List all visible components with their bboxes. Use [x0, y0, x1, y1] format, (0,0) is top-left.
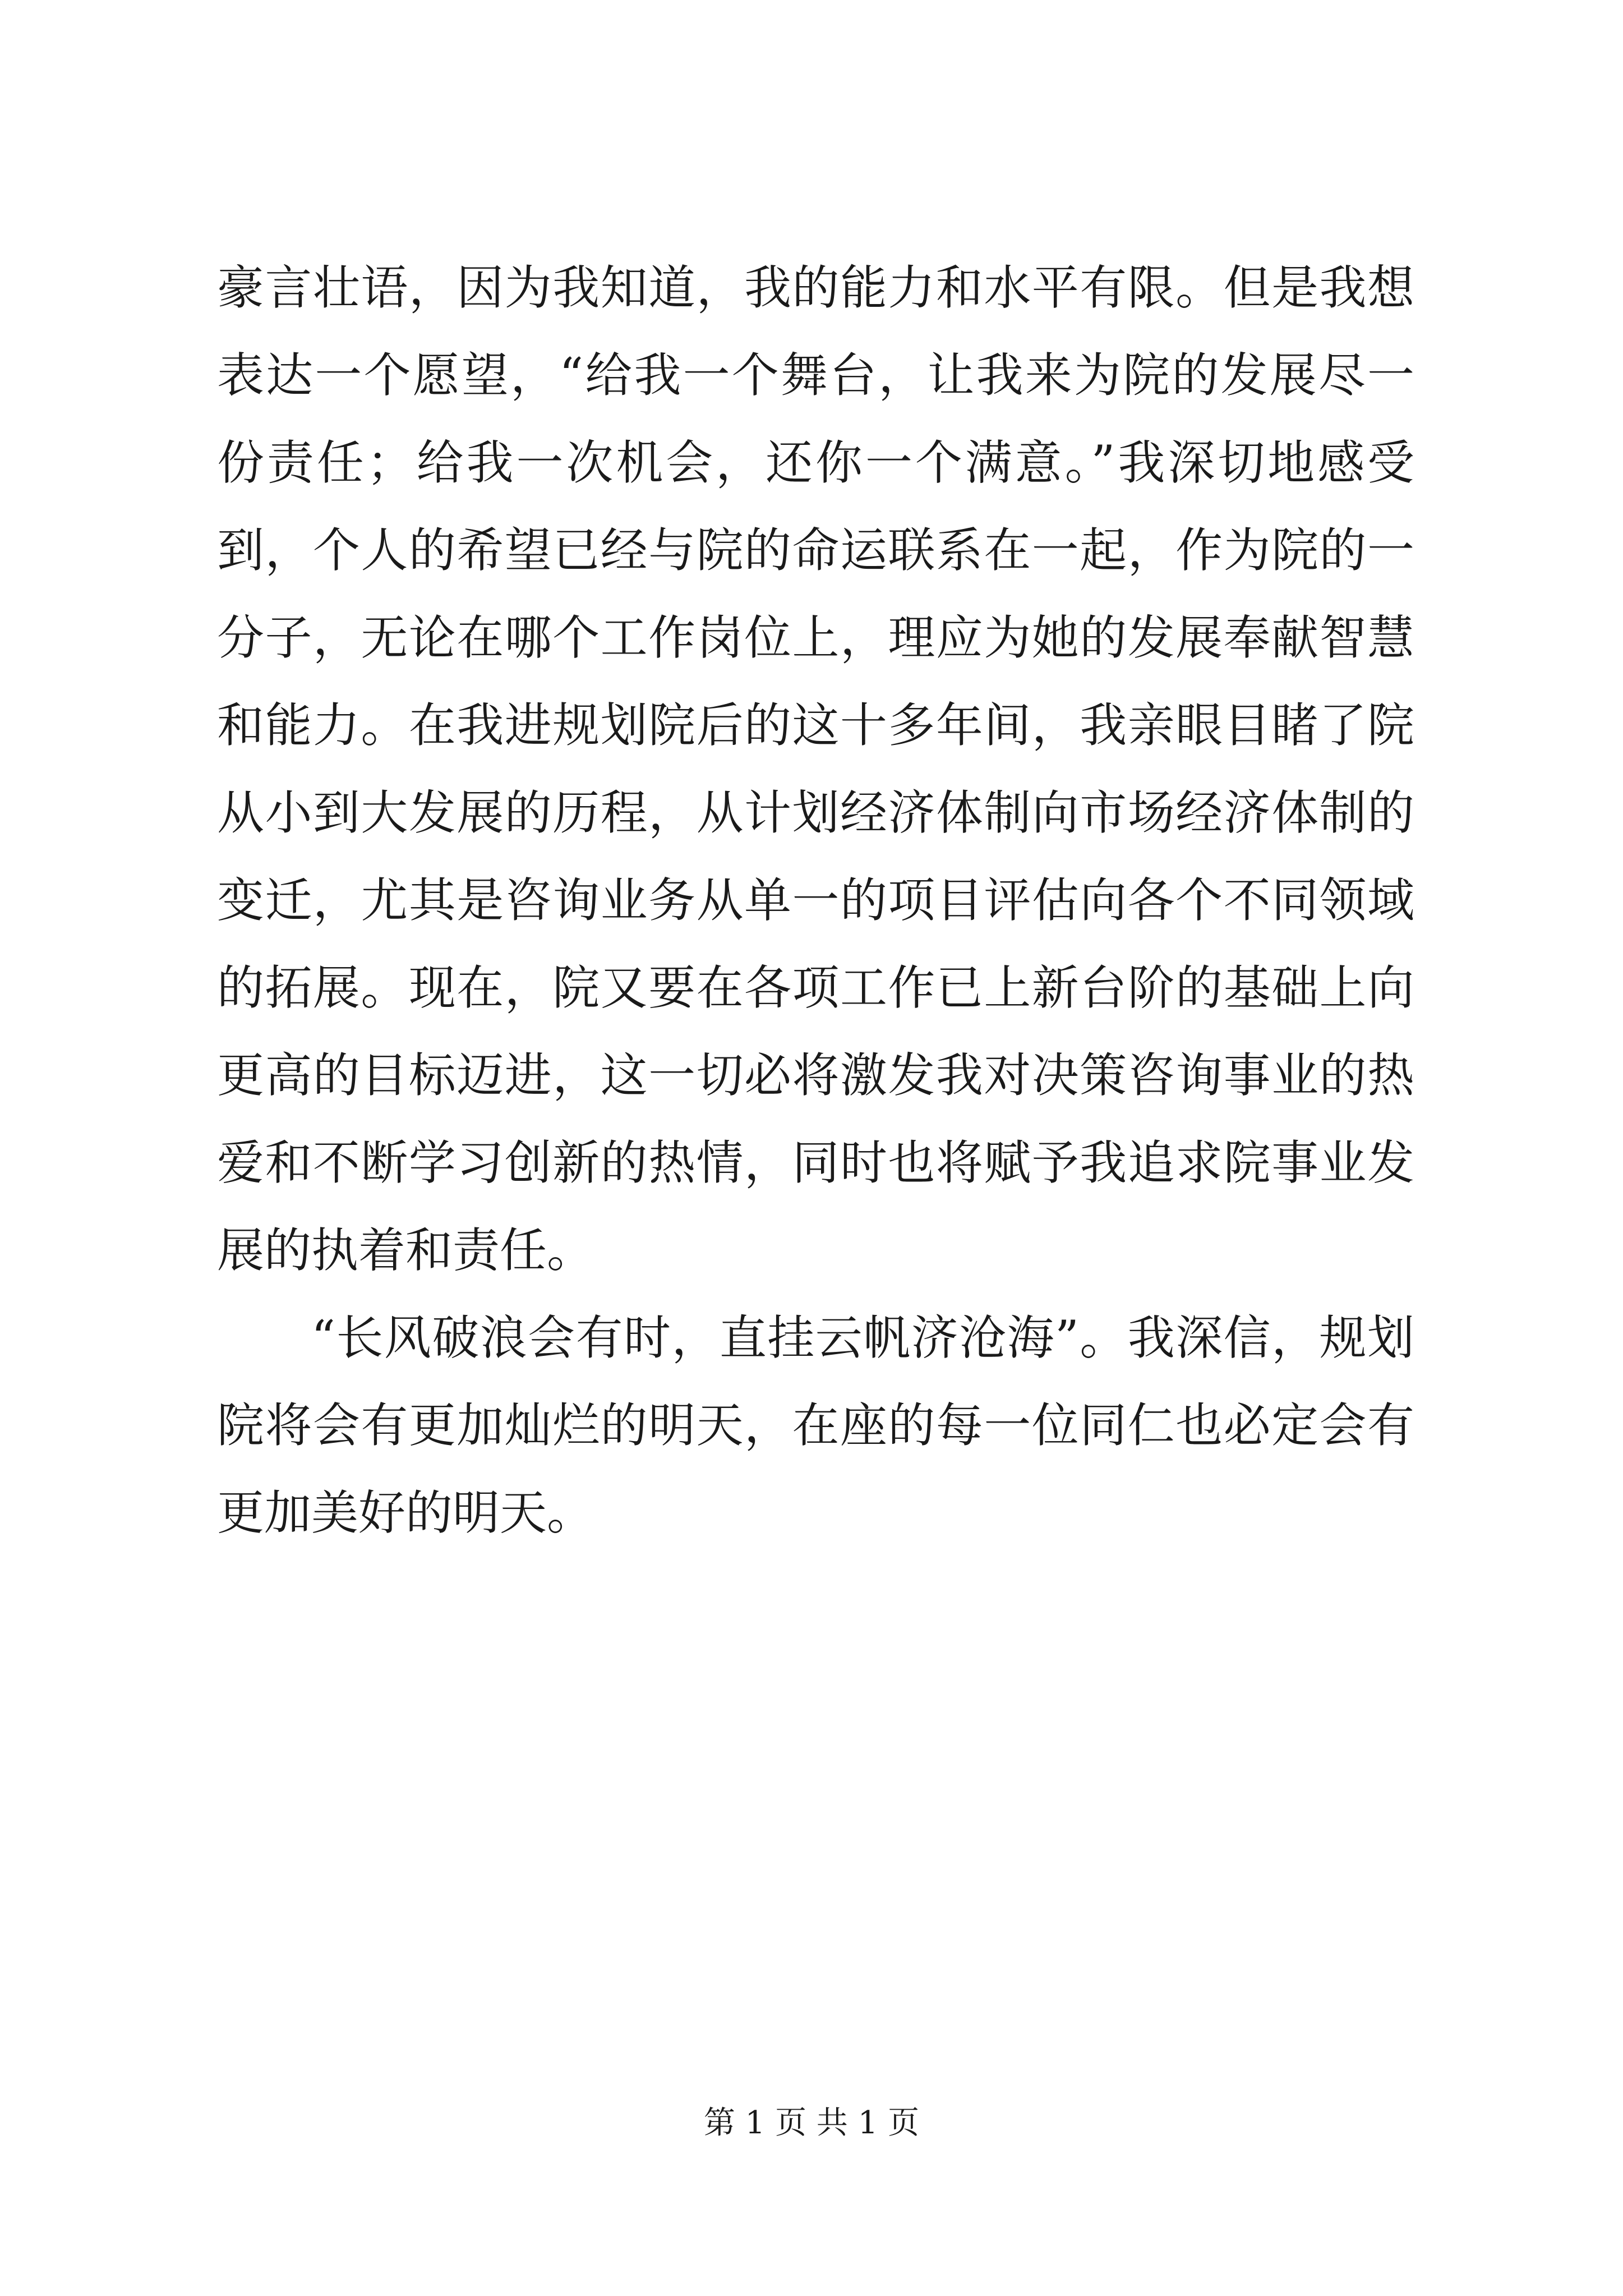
paragraph-closing: “长风破浪会有时，直挂云帆济沧海”。我深信，规划院将会有更加灿烂的明天，在座的每一位同仁也必定会有更加美好的明天。 — [217, 1310, 1414, 1540]
document-body — [217, 244, 1414, 1557]
paragraph-continued: 豪言壮语，因为我知道，我的能力和水平有限。但是我想表达一个愿望，“给我一个舞台，让我来为院的发展尽一份责任；给我一次机会，还你一个满意。”我深切地感受到，个人的希望已经与院的命运联系在一起，作为院的一分子，无论在哪个工作岗位上，理应为她的发展奉献智慧和能力。在我进规划院后的这十多年间，我亲眼目睹了院从小到大发展的历程，从计划经济体制向市场经济体制的变迁，尤其是咨询业务从单一的项目评估向各个不同领域的拓展。现在，院又要在各项工作已上新台阶的基础上向更高的目标迈进，这一切必将激发我对决策咨询事业的热爱和不断学习创新的热情，同时也将赋予我追求院事业发展的执着和责任。 — [217, 260, 1414, 1278]
page-number-footer: 第 1 页 共 1 页 — [703, 2105, 920, 2141]
